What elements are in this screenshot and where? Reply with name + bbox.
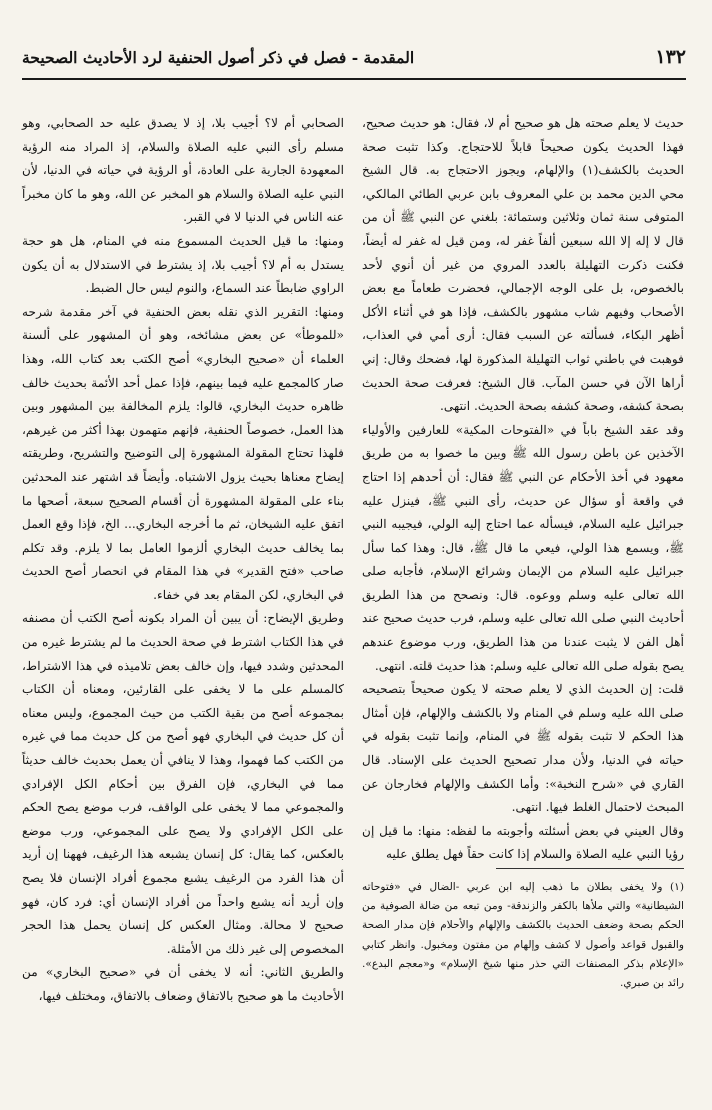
left-column (22, 112, 344, 1087)
page-number: ١٣٢ (655, 46, 686, 68)
paragraph: الصحابي أم لا؟ أجيب بلا، إذ لا يصدق عليه حد الصحابي، وهو مسلم رأى النبي عليه الصلاة والسلام، إذ المراد منه الرؤية المعهودة الجارية على العادة، أو الرؤية في حياته في الدنيا، لأن النبي عليه الصلاة والسلام هو المخبر عن الله، وهو ما كان مخبراً عنه الناس في الدنيا لا في القبر. (22, 116, 344, 225)
footnote-1: (١) ولا يخفى بطلان ما ذهب إليه ابن عربي -الضال في «فتوحاته الشيطانية» والتي ملأها بالكفر والزندقة- ومن تبعه من ضالة الصوفية من الحكم بصحة وضعف الحديث بالكشف والإلهام والأحلام فإن مدار الصحة والقبول قواعد وأصول لا كشف وإلهام من مفتون ومخبول. وانظر كتابي «الإعلام بذكر المصنفات التي حذر منها شيخ الإسلام» و«معجم البدع». رائد بن صبري. (362, 881, 684, 990)
paragraph: حديث لا يعلم صحته هل هو صحيح أم لا، فقال: هو حديث صحيح، فهذا الحديث يكون صحيحاً قابلاً للاحتجاج. وكذا تثبت صحة الحديث بالكشف(١) والإلهام، ويجوز الاحتجاج به. قال الشيخ محي الدين محمد بن علي المعروف بابن عربي الطائي المالكي، المتوفى سنة ثمان وثلاثين وستمائة: بلغني عن النبي ﷺ أن من قال لا إله إلا الله سبعين ألفاً غفر له، ومن قيل له غفر له أيضاً، فكنت ذكرت التهليلة بالعدد المروي من غير أن أنوي لأحد بالخصوص، بل على الوجه الإجمالي، فحضرت طعاماً مع بعض الأصحاب وفيهم شاب مشهور بالكشف، فإذا هو في أثناء الأكل أظهر البكاء، فسألته عن السبب فقال: أرى أمي في العذاب، فوهبت في باطني ثواب التهليلة المذكورة لها، فضحك وقال: إني أراها الآن في حسن المآب. قال الشيخ: فعرفت صحة الحديث بصحة كشفه، وصحة كشفه بصحة الحديث. انتهى. (362, 116, 685, 414)
footnotes (362, 878, 684, 1078)
page-header (22, 40, 686, 74)
footnote-divider (496, 868, 684, 869)
paragraph: ومنها: ما قيل الحديث المسموع منه في المنام، هل هو حجة يستدل به أم لا؟ أجيب بلا، إذ يشترط في الاستدلال به أن يكون الراوي ضابطاً عند السماع، والنوم ليس حال الضبط. (22, 233, 344, 296)
running-title: المقدمة - فصل في ذكر أصول الحنفية لرد الأحاديث الصحيحة (22, 47, 415, 67)
paragraph: ومنها: التقرير الذي نقله بعض الحنفية في آخر مقدمة شرحه «للموطأ» عن بعض مشائخه، وهو أن المشهور على ألسنة العلماء أن «صحيح البخاري» أصح الكتب بعد كتاب الله، وهذا صار كالمجمع عليه فيما بينهم، فإذا عمل أحد الأئمة بحديث خالف ظاهره حديث البخاري، قالوا: يلزم المخالفة بين المشهور وبين هذا العمل، خصوصاً الحنفية، فإنهم متهمون بهذا أكثر من غيرهم، فلهذا تحتاج المقولة المشهورة إلى التوضيح والتشريح، وطريقته إيضاح معناها بحيث يزول الاشتباه. وأيضاً قد اشتهر عند المحدثين بناء على المقولة المشهورة أن أقسام الصحيح سبعة، أصحها ما اتفق عليه الشيخان، ثم ما أخرجه البخاري... الخ، فإذا وقع العمل بما يخالف حديث البخاري ألزموا العامل بما لا يلزم. وقد تكلم صاحب «فتح القدير» في هذا المقام في انحصار أصح الحديث في البخاري، لكن المقام بعد في خفاء. (22, 304, 344, 602)
right-column (362, 112, 685, 862)
paragraph: قلت: إن الحديث الذي لا يعلم صحته لا يكون صحيحاً بتصحيحه صلى الله عليه وسلم في المنام ولا بالكشف والإلهام، فإن أمثال هذا الحكم لا تثبت بقوله ﷺ في المنام، وإنما تثبت بقوله في حياته في الدنيا، ولأن مدار تصحيح الحديث على الإسناد. قال القاري في «شرح النخبة»: وأما الكشف والإلهام فخارجان عن المبحث لاحتمال الغلط فيها. انتهى. (362, 682, 684, 815)
paragraph: وقد عقد الشيخ باباً في «الفتوحات المكية» للعارفين والأولياء الآخذين عن باطن رسول الله ﷺ وبين ما خصوا به من طريق معهود في أخذ الأحكام عن النبي ﷺ فقال: أن أحدهم إذا احتاج في واقعة أو سؤال عن حديث، رأى النبي ﷺ، فينزل عليه جبرائيل عليه السلام، فيسأله عما احتاج إليه الولي، فيجيبه النبي ﷺ، ويسمع هذا الولي، فيعي ما قال ﷺ، قال: وهذا كما سأل جبرائيل عليه السلام من الإيمان وشرائع الإسلام، فأجابه صلى الله تعالى عليه وسلم ووعوه. قال: ونصحح من هذا الطريق أحاديث النبي صلى الله تعالى عليه وسلم، فرب حديث صحيح عند أهل الفن لا يثبت عندنا من هذا الطريق، ورب موضوع عندهم يصح بقوله صلى الله تعالى عليه وسلم: هذا حديث قلته. انتهى. (362, 422, 684, 673)
paragraph: والطريق الثاني: أنه لا يخفى أن في «صحيح البخاري» من الأحاديث ما هو صحيح بالاتفاق وضعاف بالاتفاق، ومختلف فيها، (22, 965, 344, 1003)
header-divider (22, 78, 686, 80)
paragraph: وطريق الإيضاح: أن يبين أن المراد بكونه أصح الكتب أن مصنفه في هذا الكتاب اشترط في صحة الحديث ما لم يشترط غيره من المحدثين وشدد فيها، وإن خالف بعض تلاميذه في هذا الاشتراط، كالمسلم على ما لا يخفى على القارئين، ومعناه أن الكتاب بمجموعه أصح من بقية الكتب من حيث المجموع، وليس معناه أن كل حديث في البخاري فهو أصح من كل حديث مما في غيره من الكتب كما فهموا، وهذا لا ينافي أن يعمل بحديث خالف حديثاً مما في البخاري، فإن الفرق بين أحكام الكل الإفرادي والمجموعي مما لا يخفى على الواقف، فرب موضع يصح الحكم على الكل الإفرادي ولا يصح على المجموعي، ورب موضع بالعكس، كما يقال: كل إنسان يشبعه هذا الرغيف، فههنا إن أريد أن هذا الفرد من الرغيف يشبع مجموع أفراد الإنسان فلا يصح وإن أريد أنه يشبع واحداً من أفراد الإنسان أي: فرد كان، فهو صحيح لا محالة. ومثال العكس كل إنسان يحمل هذا الحجر المخصوص إلى غير ذلك من الأمثلة. (22, 611, 344, 956)
paragraph: وقال العيني في بعض أسئلته وأجوبته ما لفظه: منها: ما قيل إن رؤيا النبي عليه الصلاة والسلام إذا كانت حقاً فهل يطلق عليه (362, 823, 684, 862)
